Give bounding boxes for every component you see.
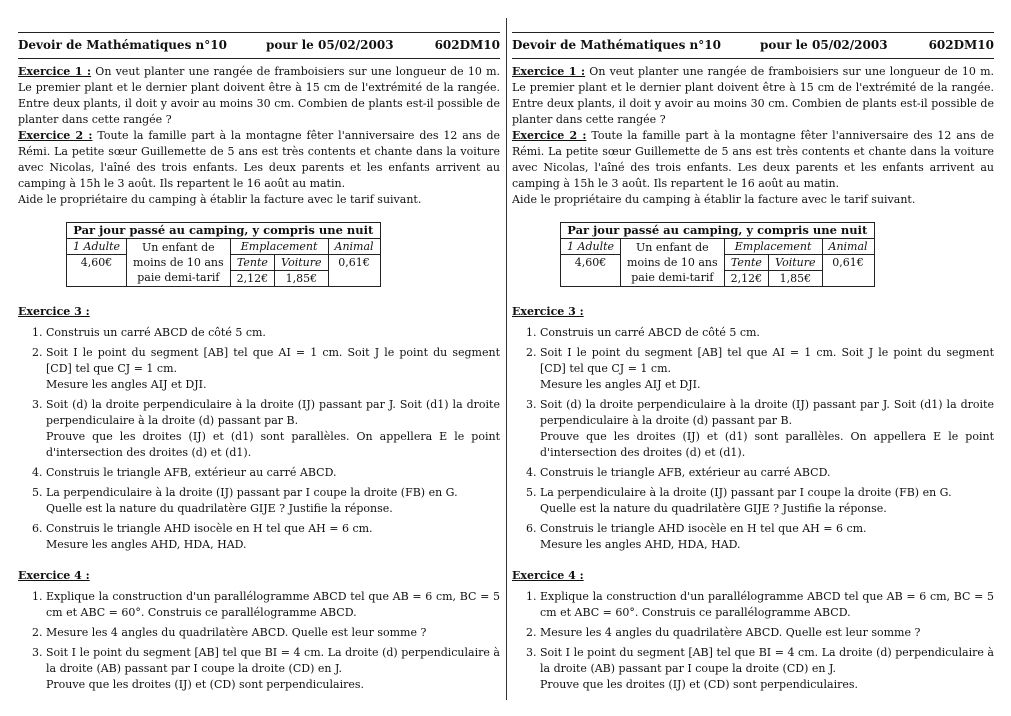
header-code: 602DM10 bbox=[928, 38, 994, 52]
exercise-item-line: 6. Construis le triangle AHD isocèle en H tel que AH = 6 cm. bbox=[540, 522, 867, 535]
adult-price: 4,60€ bbox=[67, 255, 127, 287]
exercise-item bbox=[540, 345, 994, 393]
exercise-item-line: 3. Soit (d) la droite perpendiculaire à la droite (IJ) passant par J. Soit (d1) la droite perpendiculaire à la droite (d) passant par B. bbox=[540, 398, 994, 427]
exercise-1-text: On veut planter une rangée de framboisiers sur une longueur de 10 m. Le premier plant et le dernier plant doivent être à 15 cm de l'extrémité de la rangée. Entre deux plants, il doit y avoir au moins 30 cm. Combien de plants est-il possible de planter dans cette rangée ? bbox=[18, 65, 500, 126]
child-rate bbox=[127, 239, 231, 287]
exercise-item-line: 3. Soit I le point du segment [AB] tel que BI = 4 cm. La droite (d) perpendiculaire à la droite (AB) passant par I coupe la droite (CD) en J. bbox=[540, 646, 994, 675]
exercise-item bbox=[46, 397, 500, 461]
exercise-2-label: Exercice 2 : bbox=[512, 129, 587, 142]
tariff-caption: Par jour passé au camping, y compris une nuit bbox=[561, 223, 875, 239]
car-header: Voiture bbox=[769, 255, 822, 271]
exercise-3-list bbox=[18, 325, 500, 557]
exercise-item bbox=[540, 325, 994, 341]
exercise-item-line: 3. Soit I le point du segment [AB] tel que BI = 4 cm. La droite (d) perpendiculaire à la droite (AB) passant par I coupe la droite (CD) en J. bbox=[46, 646, 500, 675]
exercise-item-line: Mesure les angles AIJ et DJI. bbox=[46, 378, 207, 391]
exercise-2 bbox=[18, 128, 500, 208]
exercise-item-line: 2. Soit I le point du segment [AB] tel que AI = 1 cm. Soit J le point du segment [CD] tel que CJ = 1 cm. bbox=[540, 346, 994, 375]
header-rule bbox=[512, 58, 994, 59]
header-rule bbox=[18, 58, 500, 59]
exercise-item bbox=[46, 325, 500, 341]
header-title: Devoir de Mathématiques n°10 bbox=[18, 38, 227, 52]
exercise-item bbox=[46, 589, 500, 621]
tariff-table bbox=[66, 222, 381, 287]
column-divider bbox=[506, 18, 507, 700]
header-date: pour le 05/02/2003 bbox=[266, 38, 394, 52]
exercise-item-line: Quelle est la nature du quadrilatère GIJE ? Justifie la réponse. bbox=[46, 502, 393, 515]
header-date: pour le 05/02/2003 bbox=[760, 38, 888, 52]
tariff-table bbox=[560, 222, 875, 287]
top-rule bbox=[512, 32, 994, 33]
exercise-item bbox=[540, 625, 994, 641]
exercise-item-line: Prouve que les droites (IJ) et (CD) sont perpendiculaires. bbox=[46, 678, 365, 691]
exercise-item-line: 1. Construis un carré ABCD de côté 5 cm. bbox=[46, 326, 266, 339]
exercise-2 bbox=[512, 128, 994, 208]
right-copy bbox=[512, 0, 994, 716]
exercise-item bbox=[46, 345, 500, 393]
child-line-2: moins de 10 ans bbox=[627, 256, 718, 269]
animal-header: Animal bbox=[328, 239, 380, 255]
exercise-2-instruction: Aide le propriétaire du camping à établir la facture avec le tarif suivant. bbox=[18, 193, 422, 206]
tariff-caption: Par jour passé au camping, y compris une nuit bbox=[67, 223, 381, 239]
adult-price: 4,60€ bbox=[561, 255, 621, 287]
child-line-2: moins de 10 ans bbox=[133, 256, 224, 269]
adult-header: 1 Adulte bbox=[67, 239, 127, 255]
exercise-item bbox=[540, 521, 994, 553]
exercise-item-line: Mesure les angles AIJ et DJI. bbox=[540, 378, 701, 391]
exercise-item bbox=[540, 465, 994, 481]
adult-header: 1 Adulte bbox=[561, 239, 621, 255]
exercise-item-line: Prouve que les droites (IJ) et (d1) sont parallèles. On appellera E le point d'intersection des droites (d) et (d1). bbox=[540, 430, 994, 459]
exercise-1-text: On veut planter une rangée de framboisiers sur une longueur de 10 m. Le premier plant et le dernier plant doivent être à 15 cm de l'extrémité de la rangée. Entre deux plants, il doit y avoir au moins 30 cm. Combien de plants est-il possible de planter dans cette rangée ? bbox=[512, 65, 994, 126]
header-code: 602DM10 bbox=[434, 38, 500, 52]
exercise-item bbox=[46, 625, 500, 641]
car-price: 1,85€ bbox=[275, 271, 328, 287]
exercise-2-instruction: Aide le propriétaire du camping à établir la facture avec le tarif suivant. bbox=[512, 193, 916, 206]
exercise-4-list bbox=[512, 589, 994, 697]
exercise-item-line: 5. La perpendiculaire à la droite (IJ) passant par I coupe la droite (FB) en G. bbox=[540, 486, 952, 499]
exercise-3-label: Exercice 3 : bbox=[512, 305, 584, 318]
exercise-2-text: Toute la famille part à la montagne fêter l'anniversaire des 12 ans de Rémi. La petite sœur Guillemette de 5 ans est très contents et chante dans la voiture avec Nicolas, l'aîné des trois enfants. Les deux parents et les enfants arrivent au camping à 15h le 3 août. Ils repartent le 16 août au matin. bbox=[18, 129, 500, 190]
exercise-item bbox=[46, 521, 500, 553]
child-line-1: Un enfant de bbox=[142, 241, 215, 254]
car-price: 1,85€ bbox=[769, 271, 822, 287]
exercise-item-line: 1. Construis un carré ABCD de côté 5 cm. bbox=[540, 326, 760, 339]
exercise-item-line: 6. Construis le triangle AHD isocèle en H tel que AH = 6 cm. bbox=[46, 522, 373, 535]
exercise-item-line: 5. La perpendiculaire à la droite (IJ) passant par I coupe la droite (FB) en G. bbox=[46, 486, 458, 499]
exercise-4-label: Exercice 4 : bbox=[512, 569, 584, 582]
exercise-1 bbox=[512, 64, 994, 128]
exercise-item-line: Mesure les angles AHD, HDA, HAD. bbox=[540, 538, 741, 551]
child-rate bbox=[621, 239, 725, 287]
site-header: Emplacement bbox=[230, 239, 328, 255]
animal-header: Animal bbox=[822, 239, 874, 255]
exercise-item-line: 1. Explique la construction d'un parallélogramme ABCD tel que AB = 6 cm, BC = 5 cm et ABC = 60°. Construis ce parallélogramme ABCD. bbox=[540, 590, 994, 619]
exercise-item bbox=[46, 645, 500, 693]
exercise-1-label: Exercice 1 : bbox=[18, 65, 92, 78]
exercise-item-line: Mesure les angles AHD, HDA, HAD. bbox=[46, 538, 247, 551]
tent-header: Tente bbox=[724, 255, 769, 271]
left-copy bbox=[18, 0, 500, 716]
exercise-item-line: Prouve que les droites (IJ) et (CD) sont perpendiculaires. bbox=[540, 678, 859, 691]
exercise-2-label: Exercice 2 : bbox=[18, 129, 93, 142]
exercise-item-line: 2. Mesure les 4 angles du quadrilatère ABCD. Quelle est leur somme ? bbox=[46, 626, 427, 639]
tent-price: 2,12€ bbox=[230, 271, 275, 287]
exercise-4-list bbox=[18, 589, 500, 697]
exercise-item-line: Prouve que les droites (IJ) et (d1) sont parallèles. On appellera E le point d'intersection des droites (d) et (d1). bbox=[46, 430, 500, 459]
exercise-item-line: 4. Construis le triangle AFB, extérieur au carré ABCD. bbox=[46, 466, 337, 479]
exercise-2-text: Toute la famille part à la montagne fêter l'anniversaire des 12 ans de Rémi. La petite sœur Guillemette de 5 ans est très contents et chante dans la voiture avec Nicolas, l'aîné des trois enfants. Les deux parents et les enfants arrivent au camping à 15h le 3 août. Ils repartent le 16 août au matin. bbox=[512, 129, 994, 190]
tent-price: 2,12€ bbox=[724, 271, 769, 287]
exercise-1-label: Exercice 1 : bbox=[512, 65, 586, 78]
child-line-3: paie demi-tarif bbox=[631, 271, 714, 284]
exercise-4-label: Exercice 4 : bbox=[18, 569, 90, 582]
exercise-item bbox=[46, 485, 500, 517]
exercise-item-line: 2. Mesure les 4 angles du quadrilatère ABCD. Quelle est leur somme ? bbox=[540, 626, 921, 639]
site-header: Emplacement bbox=[724, 239, 822, 255]
exercise-item-line: 1. Explique la construction d'un parallélogramme ABCD tel que AB = 6 cm, BC = 5 cm et ABC = 60°. Construis ce parallélogramme ABCD. bbox=[46, 590, 500, 619]
tent-header: Tente bbox=[230, 255, 275, 271]
child-line-3: paie demi-tarif bbox=[137, 271, 220, 284]
exercise-3-list bbox=[512, 325, 994, 557]
top-rule bbox=[18, 32, 500, 33]
exercise-1 bbox=[18, 64, 500, 128]
exercise-item bbox=[540, 645, 994, 693]
exercise-item bbox=[540, 589, 994, 621]
exercise-item-line: Quelle est la nature du quadrilatère GIJE ? Justifie la réponse. bbox=[540, 502, 887, 515]
exercise-item bbox=[540, 485, 994, 517]
car-header: Voiture bbox=[275, 255, 328, 271]
animal-price: 0,61€ bbox=[822, 255, 874, 287]
exercise-3-label: Exercice 3 : bbox=[18, 305, 90, 318]
animal-price: 0,61€ bbox=[328, 255, 380, 287]
exercise-item bbox=[46, 465, 500, 481]
exercise-item-line: 2. Soit I le point du segment [AB] tel que AI = 1 cm. Soit J le point du segment [CD] tel que CJ = 1 cm. bbox=[46, 346, 500, 375]
header-title: Devoir de Mathématiques n°10 bbox=[512, 38, 721, 52]
exercise-item-line: 3. Soit (d) la droite perpendiculaire à la droite (IJ) passant par J. Soit (d1) la droite perpendiculaire à la droite (d) passant par B. bbox=[46, 398, 500, 427]
child-line-1: Un enfant de bbox=[636, 241, 709, 254]
exercise-item-line: 4. Construis le triangle AFB, extérieur au carré ABCD. bbox=[540, 466, 831, 479]
exercise-item bbox=[540, 397, 994, 461]
